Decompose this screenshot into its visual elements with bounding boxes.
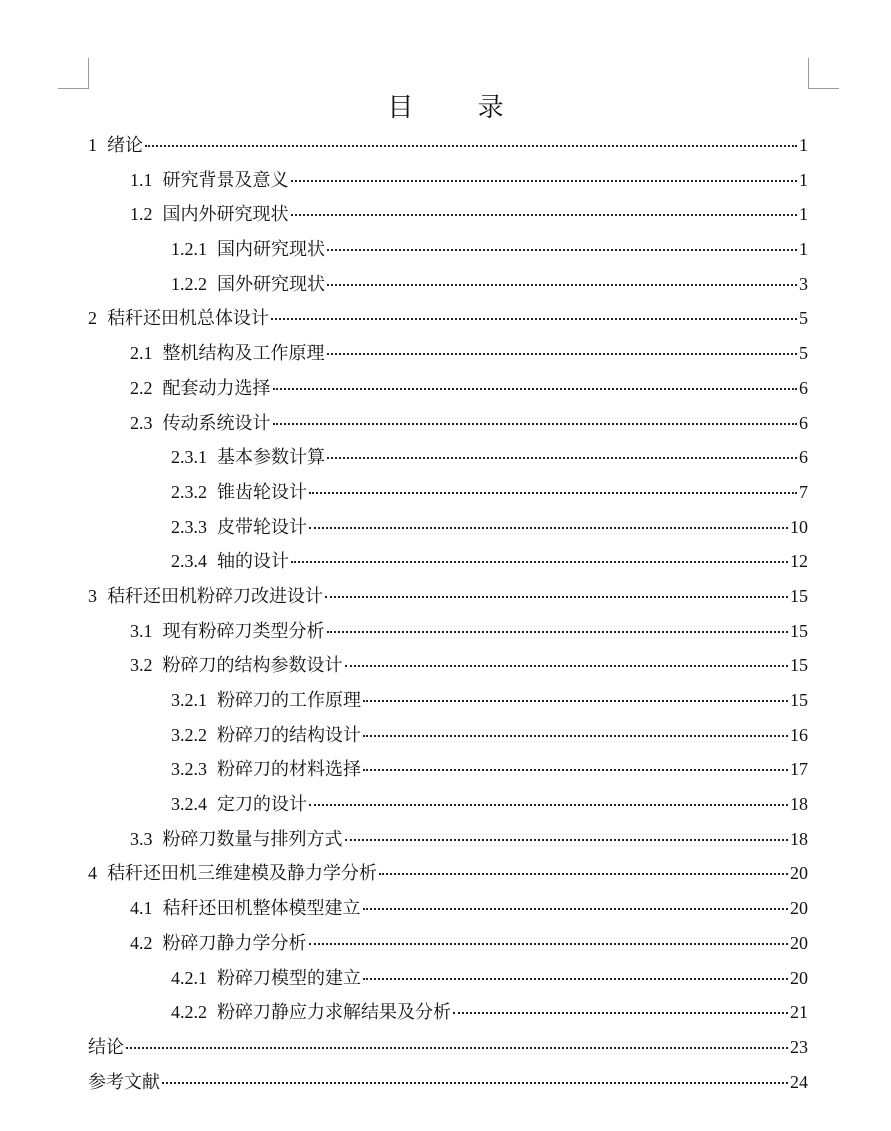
toc-entry-title: 锥齿轮设计 xyxy=(217,481,307,503)
toc-entry-number: 3.2.1 xyxy=(171,690,207,710)
toc-entry[interactable] xyxy=(88,232,808,267)
toc-entry-title: 秸秆还田机三维建模及静力学分析 xyxy=(107,863,377,885)
page-corner-mark-top-left xyxy=(58,58,89,89)
toc-entry-page-number: 15 xyxy=(790,690,808,710)
toc-entry-number: 2.3.4 xyxy=(171,551,207,572)
toc-dot-leader xyxy=(325,596,788,598)
toc-dot-leader xyxy=(309,527,788,529)
toc-entry-page-number: 10 xyxy=(790,516,808,537)
toc-entry-title: 定刀的设计 xyxy=(217,794,307,816)
toc-dot-leader xyxy=(291,214,798,216)
toc-entry-title: 皮带轮设计 xyxy=(217,516,307,538)
toc-dot-leader xyxy=(327,631,789,633)
toc-entry-number: 1.2.1 xyxy=(171,239,207,260)
toc-entry[interactable] xyxy=(88,475,808,510)
toc-entry-page-number: 20 xyxy=(790,898,808,919)
toc-entry[interactable] xyxy=(88,301,808,336)
toc-dot-leader xyxy=(145,145,797,147)
toc-entry-page-number: 5 xyxy=(799,343,808,364)
toc-entry-number: 3.2.4 xyxy=(171,794,207,815)
toc-entry-title: 粉碎刀静应力求解结果及分析 xyxy=(217,1002,451,1024)
toc-entry[interactable] xyxy=(88,822,808,857)
toc-dot-leader xyxy=(327,353,798,355)
toc-entry-number: 2.1 xyxy=(130,343,153,364)
toc-entry-page-number: 23 xyxy=(790,1036,808,1057)
toc-dot-leader xyxy=(291,180,798,182)
toc-entry-number: 4.2 xyxy=(130,932,153,953)
toc-dot-leader xyxy=(363,769,788,771)
toc-entry-number: 2.3.3 xyxy=(171,516,207,537)
toc-entry-number: 3.2 xyxy=(130,655,153,676)
toc-entry[interactable] xyxy=(88,648,808,683)
toc-entry[interactable] xyxy=(88,856,808,891)
toc-entry-number: 3.2.2 xyxy=(171,724,207,745)
toc-entry-title: 粉碎刀的工作原理 xyxy=(217,690,361,711)
toc-entry[interactable] xyxy=(88,510,808,545)
toc-entry-title: 现有粉碎刀类型分析 xyxy=(162,620,325,642)
toc-entry-title: 轴的设计 xyxy=(217,551,289,573)
toc-entry-page-number: 16 xyxy=(790,724,808,745)
page-corner-mark-top-right xyxy=(808,58,839,89)
toc-entry[interactable] xyxy=(88,440,808,475)
toc-dot-leader xyxy=(327,457,797,459)
toc-entry[interactable] xyxy=(88,1030,808,1065)
toc-entry-title: 秸秆还田机总体设计 xyxy=(107,308,269,330)
toc-dot-leader xyxy=(126,1047,788,1049)
toc-entry[interactable] xyxy=(88,406,808,441)
toc-entry-page-number: 18 xyxy=(790,828,808,849)
toc-entry-title: 秸秆还田机整体模型建立 xyxy=(162,898,361,920)
toc-dot-leader xyxy=(363,735,788,737)
toc-entry-number: 3.1 xyxy=(130,620,153,641)
toc-entry-page-number: 3 xyxy=(799,273,808,294)
toc-dot-leader xyxy=(309,492,797,494)
toc-entry-title: 传动系统设计 xyxy=(162,412,271,434)
toc-entry-title: 粉碎刀的结构设计 xyxy=(217,724,361,746)
toc-entry-page-number: 21 xyxy=(790,1002,808,1023)
toc-entry-number: 1.1 xyxy=(130,169,153,190)
toc-entry-title: 参考文献 xyxy=(88,1071,160,1093)
toc-dot-leader xyxy=(345,665,789,667)
toc-dot-leader xyxy=(273,388,798,390)
toc-entry-title: 秸秆还田机粉碎刀改进设计 xyxy=(107,585,323,607)
toc-entry-number: 1 xyxy=(88,135,97,155)
toc-entry[interactable] xyxy=(88,371,808,406)
toc-entry-number: 2 xyxy=(88,308,97,329)
toc-entry-page-number: 1 xyxy=(799,204,808,225)
toc-entry-page-number: 6 xyxy=(799,412,808,433)
toc-entry-number: 1.2 xyxy=(130,204,153,225)
toc-entry[interactable] xyxy=(88,787,808,822)
toc-entry-number: 4.2.2 xyxy=(171,1002,207,1023)
toc-dot-leader xyxy=(271,318,797,320)
toc-entry[interactable] xyxy=(88,926,808,961)
toc-entry-title: 结论 xyxy=(88,1036,124,1058)
toc-entry-page-number: 18 xyxy=(790,794,808,815)
toc-entry-page-number: 20 xyxy=(790,932,808,953)
toc-entry[interactable] xyxy=(88,752,808,787)
toc-entry[interactable] xyxy=(88,718,808,753)
toc-entry-title: 粉碎刀的结构参数设计 xyxy=(162,655,343,677)
toc-dot-leader xyxy=(327,284,797,286)
toc-entry-page-number: 12 xyxy=(790,551,808,572)
toc-entry[interactable] xyxy=(88,336,808,371)
toc-entry-page-number: 1 xyxy=(799,239,808,260)
toc-dot-leader xyxy=(273,423,798,425)
toc-entry-title: 粉碎刀静力学分析 xyxy=(162,932,307,954)
toc-entry-title: 整机结构及工作原理 xyxy=(162,343,325,365)
toc-entry-title: 粉碎刀模型的建立 xyxy=(217,967,361,989)
toc-entry-page-number: 6 xyxy=(799,377,808,398)
toc-entry-page-number: 24 xyxy=(790,1071,808,1092)
toc-dot-leader xyxy=(363,908,789,910)
toc-dot-leader xyxy=(327,249,797,251)
toc-entry[interactable] xyxy=(88,961,808,996)
toc-entry[interactable] xyxy=(88,683,808,718)
toc-entry-page-number: 15 xyxy=(790,585,808,606)
toc-entry-page-number: 1 xyxy=(799,135,808,155)
toc-entry[interactable] xyxy=(88,163,808,198)
toc-entry-number: 4.2.1 xyxy=(171,967,207,988)
toc-title: 目 录 xyxy=(387,93,532,123)
toc-dot-leader xyxy=(345,839,789,841)
toc-entry[interactable] xyxy=(88,1065,808,1100)
toc-entry-page-number: 20 xyxy=(790,863,808,884)
toc-entry[interactable] xyxy=(88,267,808,302)
toc-entry-title: 配套动力选择 xyxy=(162,377,271,399)
toc-dot-leader xyxy=(309,804,788,806)
toc-entry-number: 3.3 xyxy=(130,828,153,849)
toc-entry-page-number: 15 xyxy=(790,620,808,641)
toc-entry[interactable] xyxy=(88,197,808,232)
toc-dot-leader xyxy=(453,1012,788,1014)
toc-entry[interactable] xyxy=(88,579,808,614)
toc-entry-title: 国内外研究现状 xyxy=(162,204,289,226)
toc-dot-leader xyxy=(309,943,789,945)
toc-entry-number: 2.3 xyxy=(130,412,153,433)
toc-entry-title: 国外研究现状 xyxy=(217,273,325,295)
toc-entry-number: 4 xyxy=(88,863,97,884)
toc-entry[interactable] xyxy=(88,891,808,926)
toc-entry-page-number: 7 xyxy=(799,481,808,502)
toc-entry-title: 粉碎刀的材料选择 xyxy=(217,759,361,781)
toc-entry[interactable] xyxy=(88,128,808,163)
toc-entry[interactable] xyxy=(88,544,808,579)
toc-entry-page-number: 15 xyxy=(790,655,808,676)
toc-dot-leader xyxy=(363,978,788,980)
toc-entry-title: 基本参数计算 xyxy=(217,447,325,469)
toc-entry-number: 4.1 xyxy=(130,898,153,919)
toc-dot-leader xyxy=(363,700,788,702)
toc-entry-title: 研究背景及意义 xyxy=(162,169,289,191)
toc-entry-title: 绪论 xyxy=(107,135,143,156)
toc-entry-page-number: 20 xyxy=(790,967,808,988)
toc-dot-leader xyxy=(291,561,788,563)
toc-dot-leader xyxy=(379,873,788,875)
toc-entry-number: 3 xyxy=(88,585,97,606)
toc-entry-page-number: 17 xyxy=(790,759,808,780)
toc-entry-number: 2.2 xyxy=(130,377,153,398)
toc-entry-number: 1.2.2 xyxy=(171,273,207,294)
toc-entry[interactable] xyxy=(88,614,808,649)
toc-entry-number: 3.2.3 xyxy=(171,759,207,780)
toc-entry-page-number: 1 xyxy=(799,169,808,190)
toc-entry-page-number: 5 xyxy=(799,308,808,329)
toc-dot-leader xyxy=(162,1082,788,1084)
toc-entry-title: 国内研究现状 xyxy=(217,239,325,261)
toc-entry-number: 2.3.1 xyxy=(171,447,207,468)
toc-entry[interactable] xyxy=(88,995,808,1030)
toc-entry-number: 2.3.2 xyxy=(171,481,207,502)
toc-entry-page-number: 6 xyxy=(799,447,808,468)
toc-entry-title: 粉碎刀数量与排列方式 xyxy=(162,828,343,850)
table-of-contents xyxy=(88,128,808,1099)
